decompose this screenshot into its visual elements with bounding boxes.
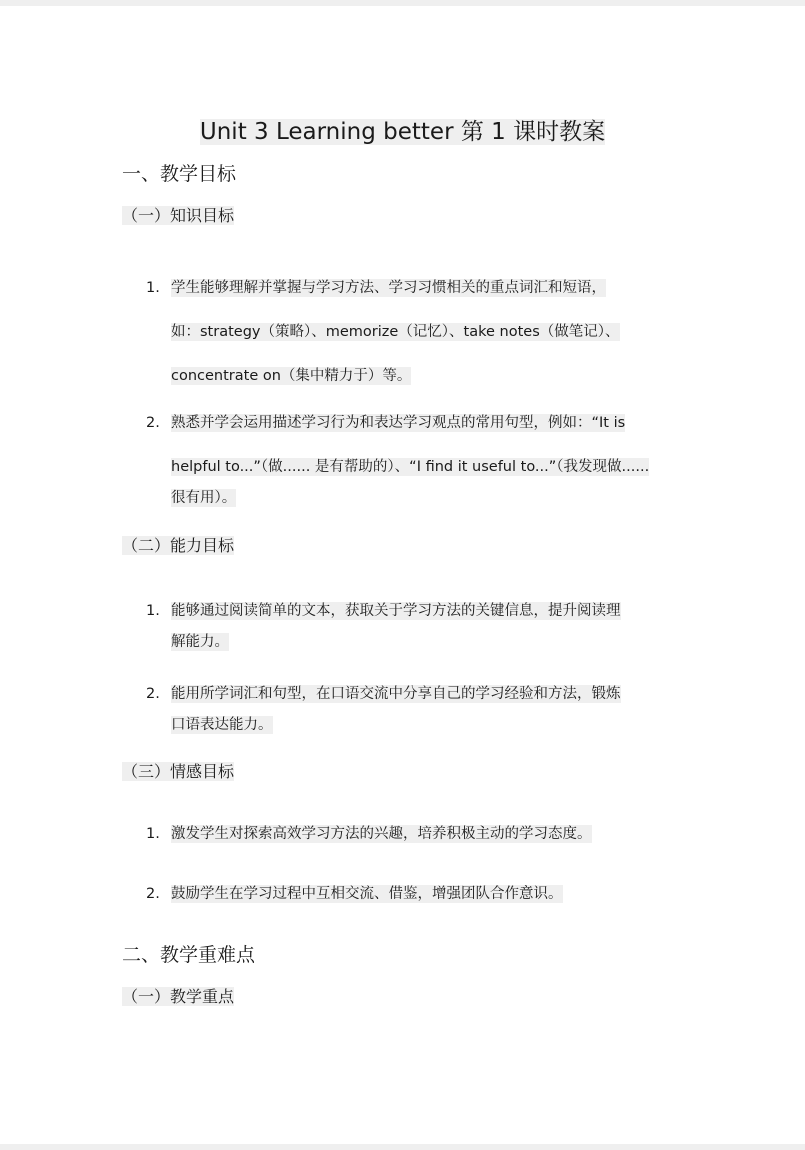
list-item: 2. 能用所学词汇和句型，在口语交流中分享自己的学习经验和方法，锻炼 口语表达能力。 (146, 686, 621, 733)
subsection-heading-emotion: （三）情感目标 (122, 762, 235, 781)
section-heading-key-difficult-points: 二、教学重难点 (122, 944, 256, 966)
document-title: Unit 3 Learning better 第 1 课时教案 (199, 119, 606, 145)
list-item: 1. 能够通过阅读简单的文本，获取关于学习方法的关键信息，提升阅读理 解能力。 (146, 603, 621, 650)
subsection-heading-ability: （二）能力目标 (122, 536, 235, 555)
subsection-heading-knowledge: （一）知识目标 (122, 206, 235, 225)
document-page (0, 6, 805, 1144)
list-item: 2. 熟悉并学会运用描述学习行为和表达学习观点的常用句型，例如：“It is helpful to...”（做...... 是有帮助的）、“I find it useful to...”（我发现做...... 很有用）。 (146, 415, 650, 506)
list-item: 1. 学生能够理解并掌握与学习方法、学习习惯相关的重点词汇和短语， 如：strategy（策略）、memorize（记忆）、take notes（做笔记）、 concentrate on（集中精力于）等。 (146, 280, 620, 384)
list-item: 1. 激发学生对探索高效学习方法的兴趣，培养积极主动的学习态度。 (146, 826, 592, 842)
list-item: 2. 鼓励学生在学习过程中互相交流、借鉴，增强团队合作意识。 (146, 886, 563, 902)
subsection-heading-key-points: （一）教学重点 (122, 987, 235, 1006)
section-heading-teaching-goals: 一、教学目标 (122, 163, 237, 185)
